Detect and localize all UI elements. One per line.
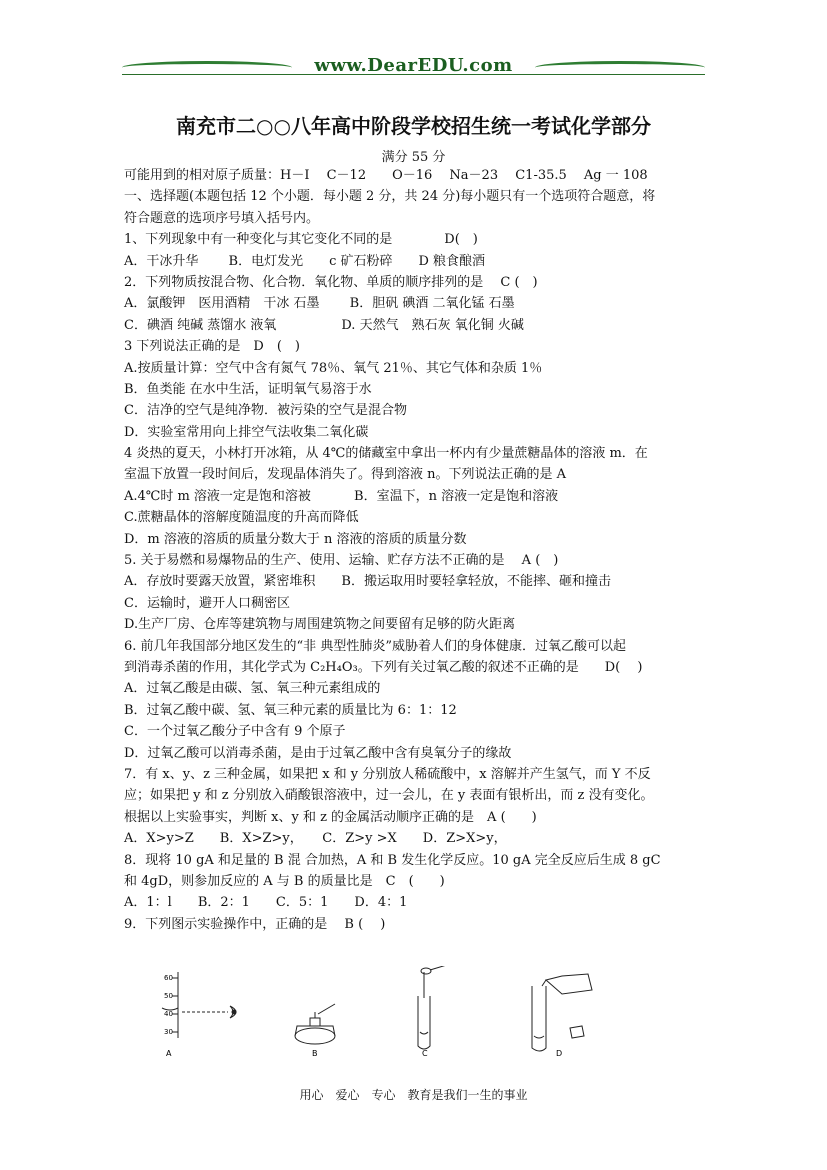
cyl-tick-40: 40 — [164, 1010, 173, 1018]
text-line: 符合题意的选项序号填入括号内。 — [124, 210, 320, 226]
figure-d-pouring — [532, 974, 592, 1051]
text-line: A．干冰升华 B．电灯发光 c 矿石粉碎 D 粮食酿酒 — [124, 253, 486, 269]
text-line: 9．下列图示实验操作中，正确的是 B ( ) — [124, 916, 386, 932]
text-line: 1、下列现象中有一种变化与其它变化不同的是 D( ) — [124, 232, 478, 248]
text-line: 和 4gD，则参加反应的 A 与 B 的质量比是 C ( ) — [124, 873, 445, 889]
text-line: 根据以上实验事实，判断 x、y 和 z 的金属活动顺序正确的是 A ( ) — [124, 809, 537, 825]
cyl-tick-60: 60 — [164, 974, 173, 982]
figure-a-cylinder — [162, 972, 236, 1038]
text-line: 一、选择题(本题包括 12 个小题．每小题 2 分，共 24 分)每小题只有一个选项符合题意，将 — [124, 189, 656, 205]
text-line: C．一个过氧乙酸分子中含有 9 个原子 — [124, 724, 346, 740]
figure-b-alcohol-lamp — [295, 1004, 335, 1044]
text-line: A.按质量计算：空气中含有氮气 78％、氧气 21％、其它气体和杂质 1％ — [124, 360, 543, 376]
text-line: 室温下放置一段时间后，发现晶体消失了。得到溶液 n。下列说法正确的是 A — [124, 467, 567, 483]
text-line: A．X>y>Z B．X>Z>y， C．Z>y >X D．Z>X>y， — [124, 831, 507, 847]
full-score: 满分 55 分 — [381, 150, 446, 165]
text-line: 到消毒杀菌的作用，其化学式为 C₂H₄O₃。下列有关过氧乙酸的叙述不正确的是 D( ) — [124, 659, 643, 675]
cyl-tick-30: 30 — [164, 1028, 173, 1036]
text-line: 5. 关于易燃和易爆物品的生产、使用、运输、贮存方法不正确的是 A ( ) — [124, 553, 559, 569]
text-line: A．氯酸钾 医用酒精 干冰 石墨 B．胆矾 碘酒 二氧化锰 石墨 — [124, 296, 515, 312]
text-line: 6. 前几年我国部分地区发生的“非 典型性肺炎”威胁着人们的身体健康．过氧乙酸可以起 — [124, 638, 626, 654]
text-line: C．碘酒 纯碱 蒸馏水 液氧 D. 天然气 熟石灰 氧化铜 火碱 — [124, 317, 524, 333]
page-footer: 用心 爱心 专心 教育是我们一生的事业 — [299, 1088, 528, 1102]
text-line: A．存放时要露天放置，紧密堆积 B．搬运取用时要轻拿轻放，不能摔、砸和撞击 — [124, 574, 611, 590]
text-line: 可能用到的相对原子质量：H－I C－12 O－16 Na－23 C1-35.5 Ag 一 108 — [124, 168, 648, 183]
text-line: 应；如果把 y 和 z 分别放入硝酸银溶液中，过一会儿，在 y 表面有银析出，而 z 没有变化。 — [124, 788, 654, 804]
page-title: 南充市二○○八年高中阶段学校招生统一考试化学部分 — [176, 114, 651, 138]
site-logo[interactable]: www.DearEDU.com — [314, 55, 513, 76]
text-line: 8．现将 10 gA 和足量的 B 混 合加热，A 和 B 发生化学反应。10 gA 完全反应后生成 8 gC — [124, 852, 661, 868]
text-line: C．洁净的空气是纯净物．被污染的空气是混合物 — [124, 403, 407, 419]
text-line: 7．有 x、y、z 三种金属，如果把 x 和 y 分别放人稀硫酸中，x 溶解并产生氢气，而 Y 不反 — [124, 766, 651, 782]
text-line: C.蔗糖晶体的溶解度随温度的升高而降低 — [124, 510, 359, 526]
text-line: D．m 溶液的溶质的质量分数大于 n 溶液的溶质的质量分数 — [124, 531, 467, 547]
text-line: D．过氧乙酸可以消毒杀菌，是由于过氧乙酸中含有臭氧分子的缘故 — [124, 745, 512, 761]
figure-label-d: D — [556, 1049, 563, 1058]
site-header — [122, 55, 705, 79]
text-line: A．1：l B．2：1 C．5：1 D．4：1 — [124, 895, 408, 911]
figure-label-c: C — [422, 1049, 428, 1058]
figure-label-b: B — [312, 1049, 318, 1058]
figure-label-a: A — [166, 1049, 172, 1058]
text-line: A.4℃时 m 溶液一定是饱和溶被 B．室温下，n 溶液一定是饱和溶液 — [124, 488, 559, 504]
text-line: 4 炎热的夏天，小林打开冰箱，从 4℃的储藏室中拿出一杯内有少量蔗糖晶体的溶液 m．在 — [124, 446, 648, 462]
text-line: B．过氧乙酸中碳、氢、氧三种元素的质量比为 6：1：12 — [124, 702, 457, 718]
text-line: C．运输时，避开人口稠密区 — [124, 595, 290, 611]
text-line: 3 下列说法正确的是 D ( ) — [124, 339, 300, 355]
text-line: B．鱼类能 在水中生活，证明氧气易溶于水 — [124, 381, 372, 397]
figure-c-dropper — [418, 966, 450, 1049]
text-line: 2．下列物质按混合物、化合物．氧化物、单质的顺序排列的是 C ( ) — [124, 274, 538, 290]
question-body — [124, 165, 709, 935]
text-line: D.生产厂房、仓库等建筑物与周围建筑物之间要留有足够的防火距离 — [124, 617, 516, 633]
cyl-tick-50: 50 — [164, 992, 173, 1000]
text-line: A．过氧乙酸是由碳、氢、氧三种元素组成的 — [124, 681, 381, 697]
lab-operations-figure — [150, 966, 600, 1061]
text-line: D．实验室常用向上排空气法收集二氧化碳 — [124, 424, 369, 440]
